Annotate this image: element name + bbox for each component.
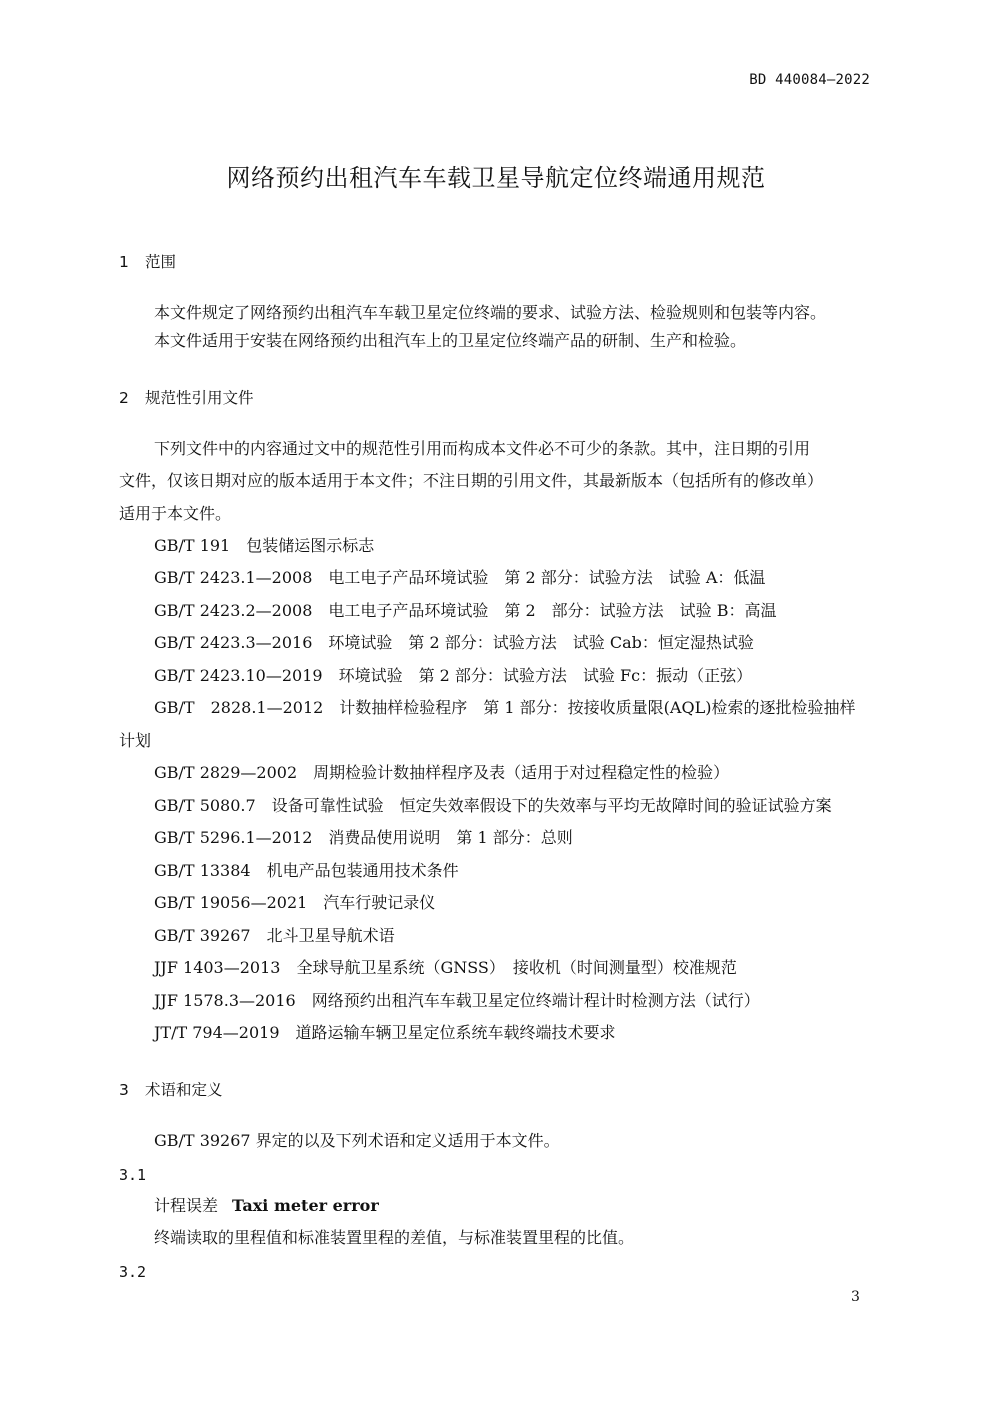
term-english: Taxi meter error — [232, 1196, 379, 1215]
section-number: 2 — [119, 389, 129, 407]
reference-item: GB/T 2829—2002 周期检验计数抽样程序及表（适用于对过程稳定性的检验） — [154, 763, 730, 782]
paragraph: 本文件适用于安装在网络预约出租汽车上的卫星定位终端产品的研制、生产和检验。 — [154, 331, 747, 350]
reference-item: GB/T 2828.1—2012 计数抽样检验程序 第 1 部分：按接收质量限(AQL)检索的逐批检验抽样 — [154, 698, 856, 717]
paragraph-line: 适用于本文件。 — [119, 504, 232, 523]
section-number: 3 — [119, 1081, 129, 1099]
paragraph-line: 下列文件中的内容通过文中的规范性引用而构成本文件必不可少的条款。其中，注日期的引用 — [154, 439, 811, 458]
page-number: 3 — [851, 1289, 860, 1305]
reference-item: GB/T 2423.2—2008 电工电子产品环境试验 第 2 部分：试验方法 试验 B：高温 — [154, 601, 777, 620]
reference-item: GB/T 2423.10—2019 环境试验 第 2 部分：试验方法 试验 Fc：振动（正弦） — [154, 666, 753, 685]
reference-item-continuation: 计划 — [119, 731, 152, 750]
section-title: 规范性引用文件 — [145, 389, 254, 407]
term-number: 3.1 — [119, 1166, 147, 1184]
section-2-heading — [119, 386, 254, 408]
reference-item: GB/T 5296.1—2012 消费品使用说明 第 1 部分：总则 — [154, 828, 573, 847]
reference-item: GB/T 2423.3—2016 环境试验 第 2 部分：试验方法 试验 Cab：恒定湿热试验 — [154, 633, 754, 652]
term-chinese: 计程误差 — [154, 1196, 219, 1215]
reference-item: GB/T 39267 北斗卫星导航术语 — [154, 926, 395, 945]
standard-code: BD 440084—2022 — [749, 72, 870, 88]
reference-item: JJF 1403—2013 全球导航卫星系统（GNSS） 接收机（时间测量型）校准规范 — [154, 958, 737, 977]
reference-item: GB/T 191 包装储运图示标志 — [154, 536, 375, 555]
reference-item: GB/T 2423.1—2008 电工电子产品环境试验 第 2 部分：试验方法 试验 A：低温 — [154, 568, 766, 587]
section-title: 术语和定义 — [145, 1081, 223, 1099]
reference-item: GB/T 13384 机电产品包装通用技术条件 — [154, 861, 459, 880]
paragraph-line: 文件，仅该日期对应的版本适用于本文件；不注日期的引用文件，其最新版本（包括所有的修改单） — [119, 471, 824, 490]
term-entry — [154, 1198, 379, 1214]
reference-item: JJF 1578.3—2016 网络预约出租汽车车载卫星定位终端计程计时检测方法（试行） — [154, 991, 760, 1010]
reference-item: GB/T 5080.7 设备可靠性试验 恒定失效率假设下的失效率与平均无故障时间的验证试验方案 — [154, 796, 832, 815]
section-title: 范围 — [145, 253, 177, 271]
term-number: 3.2 — [119, 1263, 147, 1281]
term-definition: 终端读取的里程值和标准装置里程的差值，与标准装置里程的比值。 — [154, 1228, 635, 1247]
section-number: 1 — [119, 253, 129, 271]
document-title: 网络预约出租汽车车载卫星导航定位终端通用规范 — [226, 164, 766, 192]
paragraph: 本文件规定了网络预约出租汽车车载卫星定位终端的要求、试验方法、检验规则和包装等内容。 — [154, 303, 827, 322]
section-1-heading — [119, 250, 176, 272]
reference-item: GB/T 19056—2021 汽车行驶记录仪 — [154, 893, 436, 912]
paragraph: GB/T 39267 界定的以及下列术语和定义适用于本文件。 — [154, 1131, 560, 1150]
section-3-heading — [119, 1078, 223, 1100]
reference-item: JT/T 794—2019 道路运输车辆卫星定位系统车载终端技术要求 — [154, 1023, 616, 1042]
